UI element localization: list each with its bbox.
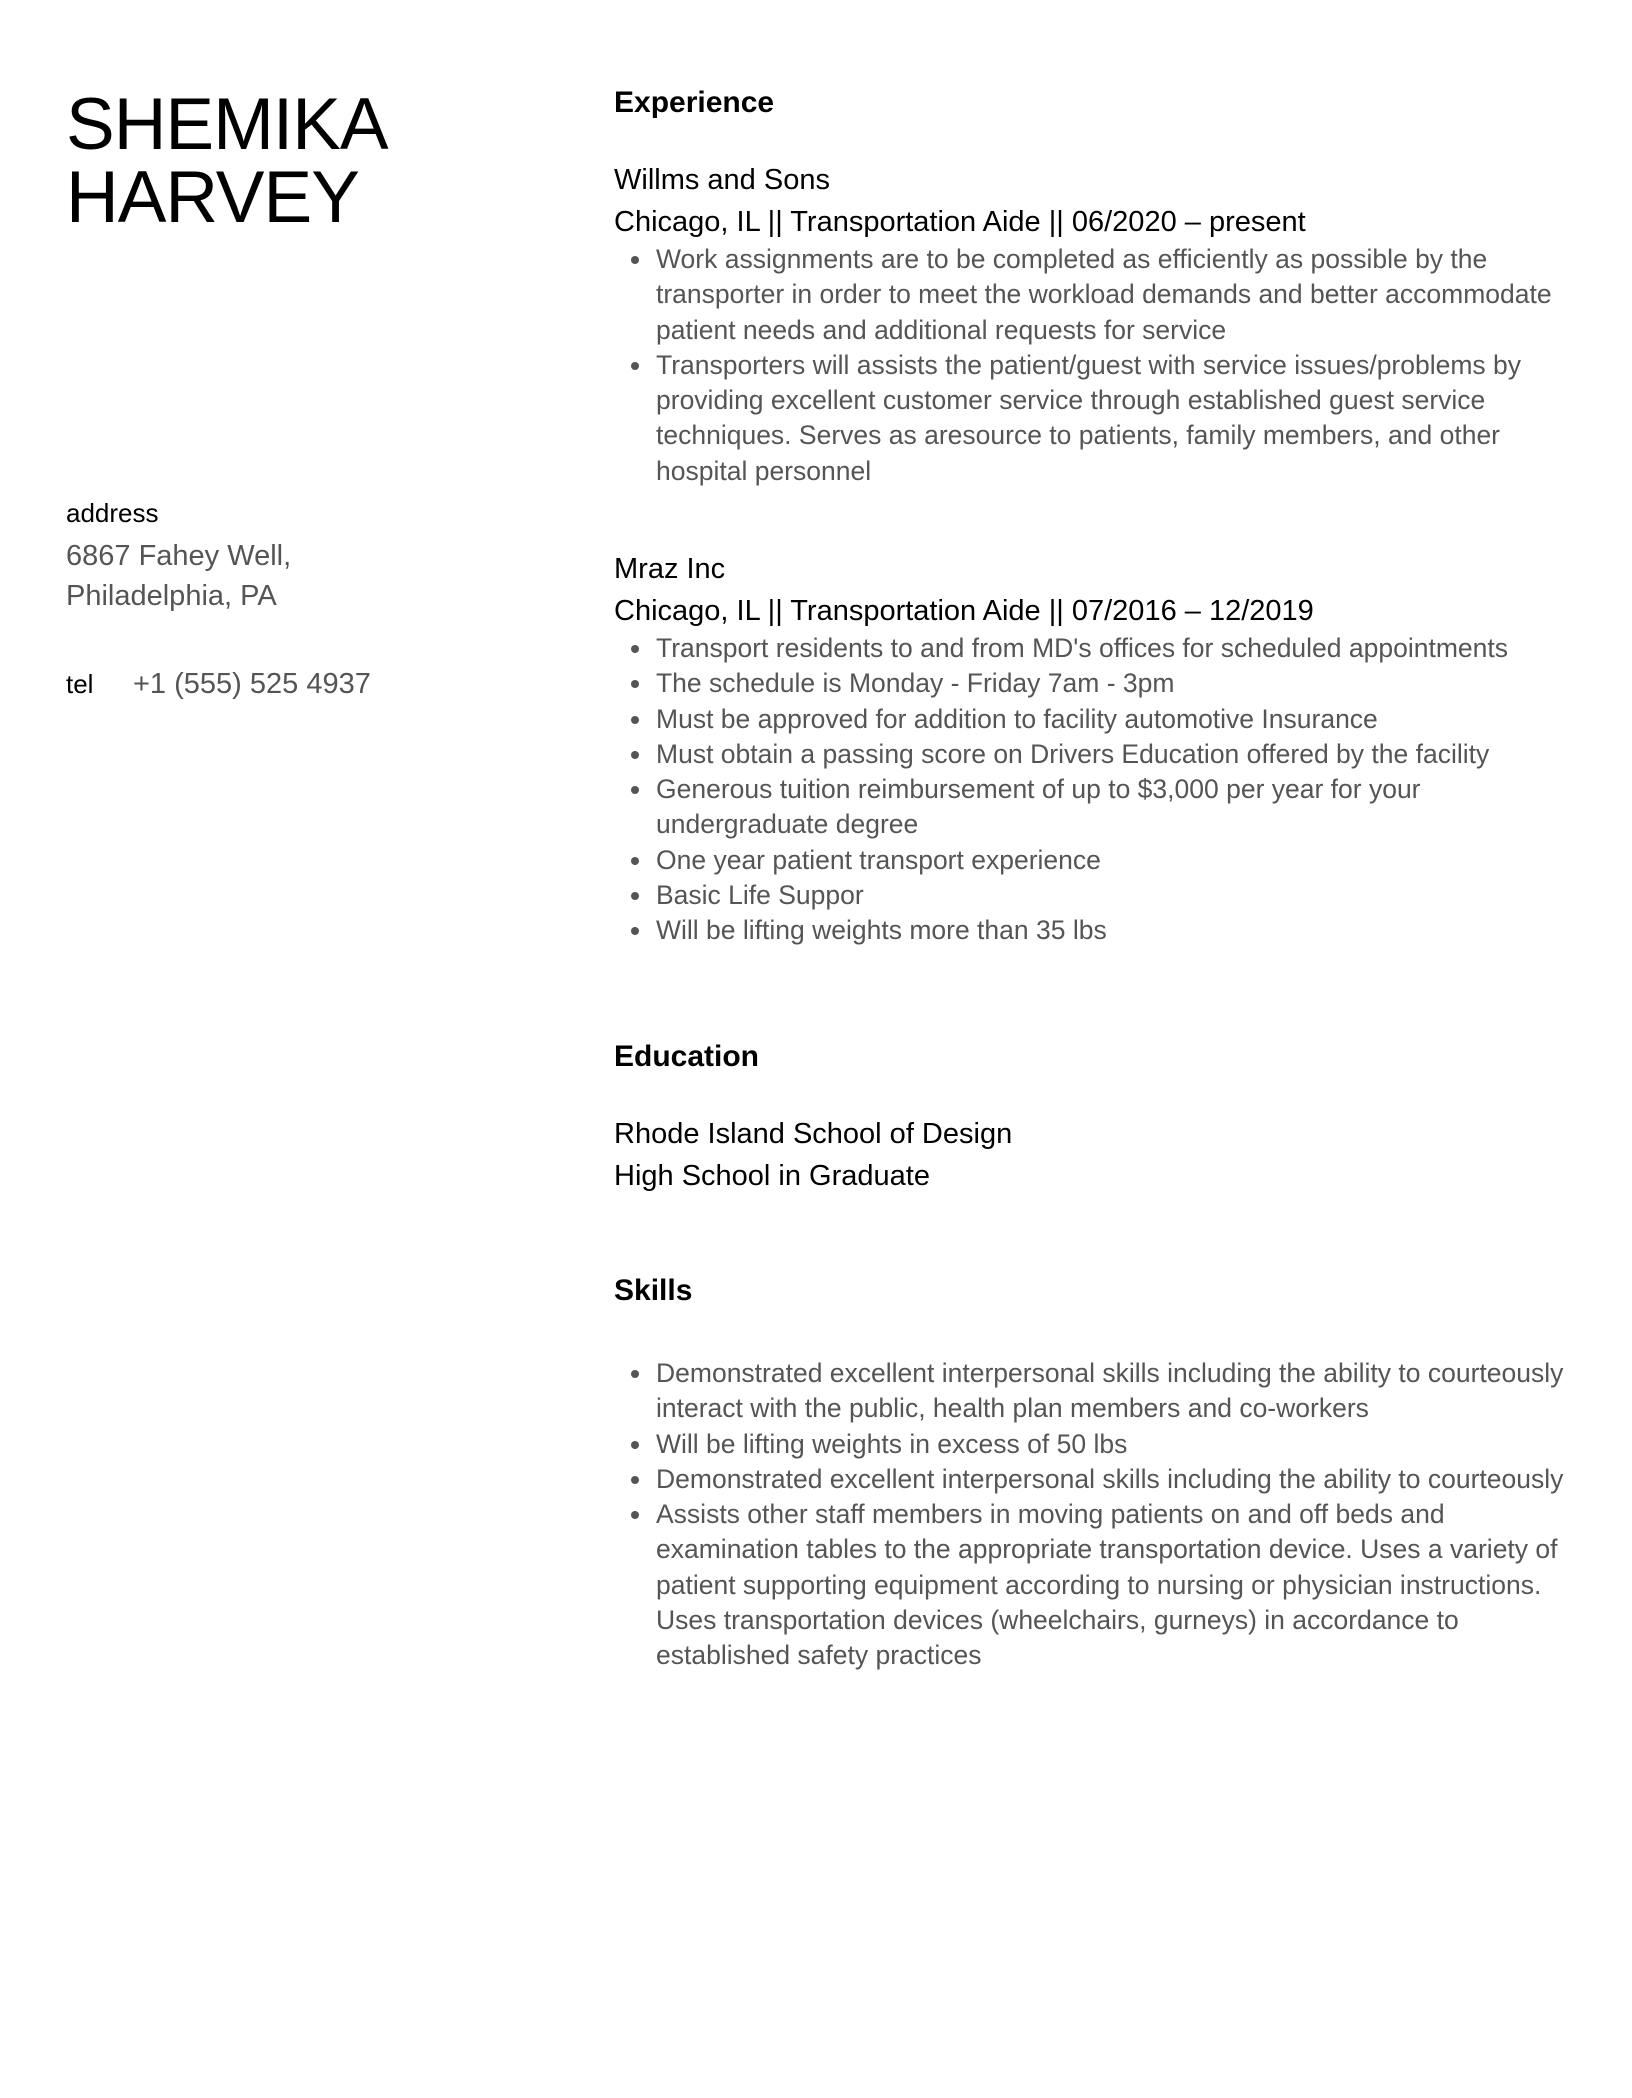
job-entry <box>614 162 1574 489</box>
list-item: Assists other staff members in moving patients on and off beds and examination tables to the appropriate transportation device. Uses a variety of patient supporting equipment according to nursing or physician instructions. Uses transportation devices (wheelchairs, gurneys) in accordance to established safety practices <box>656 1497 1574 1673</box>
education-degree: High School in Graduate <box>614 1160 930 1192</box>
candidate-name <box>66 84 546 238</box>
experience-section <box>614 84 1574 122</box>
list-item: Must obtain a passing score on Drivers Education offered by the facility <box>656 737 1574 772</box>
address-line-2: Philadelphia, PA <box>66 580 277 612</box>
job-company: Mraz Inc <box>614 553 726 585</box>
experience-heading: Experience <box>614 86 775 119</box>
job-bullets <box>614 631 1574 949</box>
tel-block <box>66 664 546 704</box>
list-item: Basic Life Suppor <box>656 878 1574 913</box>
skills-heading: Skills <box>614 1274 693 1307</box>
list-item: Demonstrated excellent interpersonal skills including the ability to courteously <box>656 1462 1574 1497</box>
list-item: The schedule is Monday - Friday 7am - 3pm <box>656 666 1574 701</box>
list-item: One year patient transport experience <box>656 843 1574 878</box>
list-item: Must be approved for addition to facility automotive Insurance <box>656 702 1574 737</box>
tel-label: tel <box>66 669 94 699</box>
job-meta: Chicago, IL || Transportation Aide || 07/2016 – 12/2019 <box>614 595 1314 627</box>
job-entry <box>614 551 1574 949</box>
job-bullets <box>614 242 1574 489</box>
address-block <box>66 498 546 616</box>
job-company: Willms and Sons <box>614 164 830 196</box>
education-heading: Education <box>614 1040 760 1073</box>
education-section <box>614 1038 1574 1196</box>
list-item: Generous tuition reimbursement of up to $3,000 per year for your undergraduate degree <box>656 772 1574 843</box>
address-line-1: 6867 Fahey Well, <box>66 540 292 572</box>
tel-value: +1 (555) 525 4937 <box>133 668 371 700</box>
list-item: Work assignments are to be completed as efficiently as possible by the transporter in order to meet the workload demands and better accommodate patient needs and additional requests for service <box>656 242 1574 348</box>
list-item: Transporters will assists the patient/guest with service issues/problems by providing excellent customer service through established guest service techniques. Serves as aresource to patients, family members, and other hospital personnel <box>656 348 1574 489</box>
education-school: Rhode Island School of Design <box>614 1118 1013 1150</box>
job-meta: Chicago, IL || Transportation Aide || 06/2020 – present <box>614 206 1306 238</box>
skills-bullets <box>614 1356 1574 1674</box>
address-label: address <box>66 498 159 528</box>
name-first: SHEMIKA <box>66 84 388 165</box>
list-item: Transport residents to and from MD's offices for scheduled appointments <box>656 631 1574 666</box>
list-item: Demonstrated excellent interpersonal skills including the ability to courteously interact with the public, health plan members and co-workers <box>656 1356 1574 1427</box>
list-item: Will be lifting weights more than 35 lbs <box>656 913 1574 948</box>
name-last: HARVEY <box>66 157 359 238</box>
skills-section <box>614 1272 1574 1674</box>
list-item: Will be lifting weights in excess of 50 lbs <box>656 1427 1574 1462</box>
